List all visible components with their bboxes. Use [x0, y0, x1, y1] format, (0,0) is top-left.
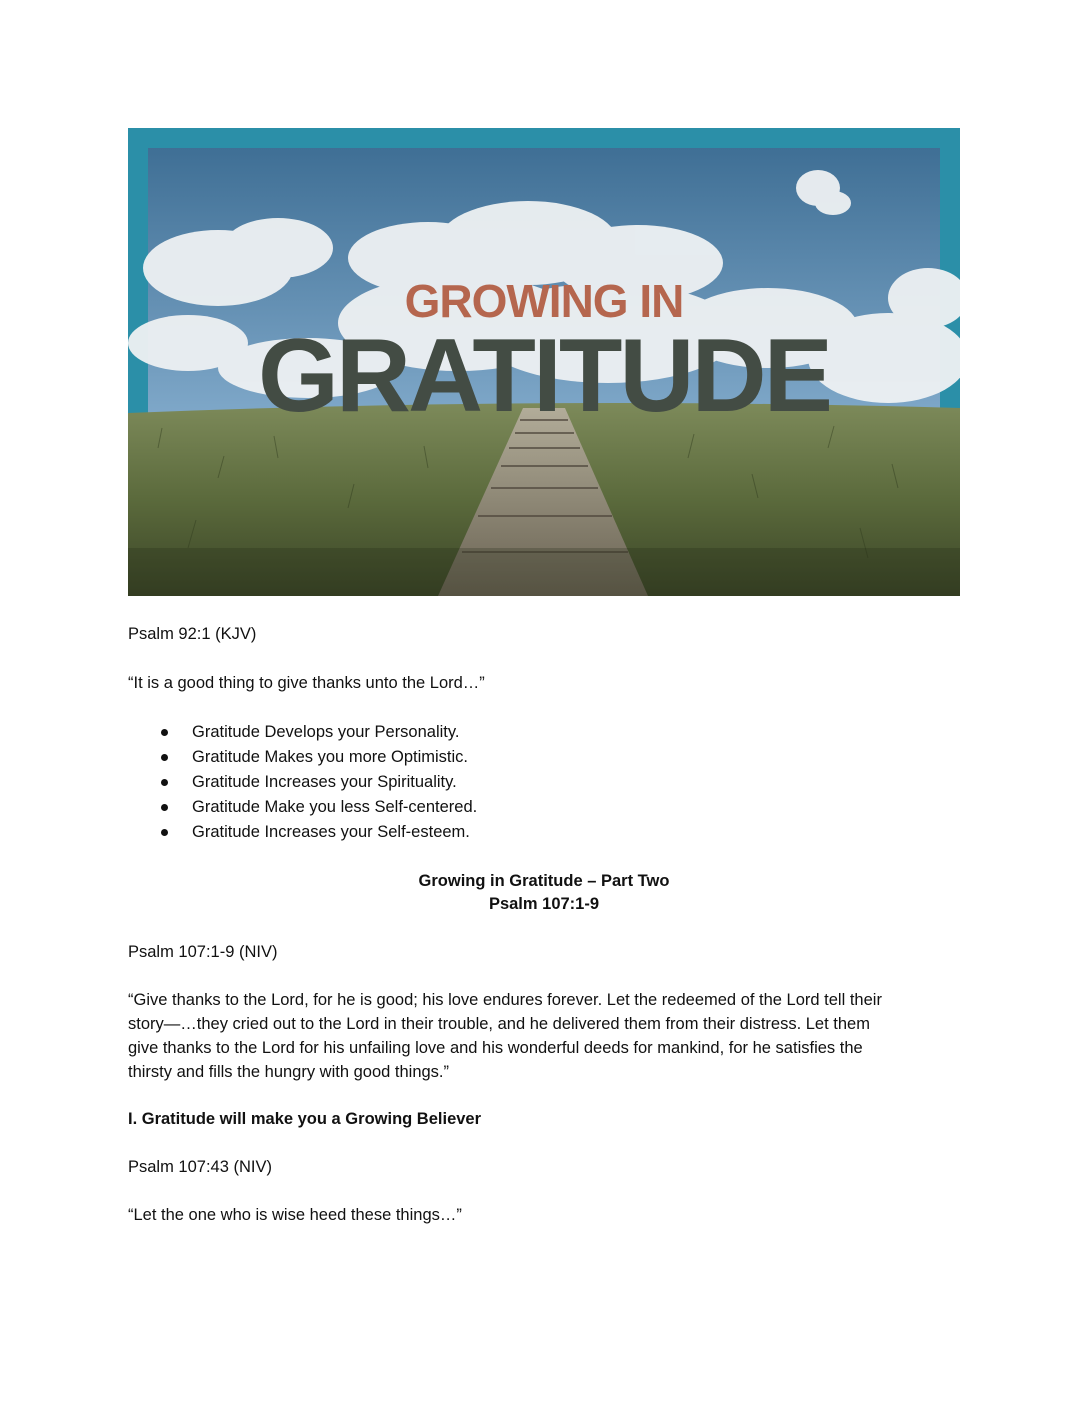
list-item: [128, 745, 960, 770]
main-reference: Psalm 107:1-9 (NIV): [128, 943, 278, 961]
quote-line: give thanks to the Lord for his unfailing love and his wonderful deeds for mankind, for he satisfies the: [128, 1039, 863, 1057]
banner-image: [128, 128, 960, 596]
banner-title-line2: GRATITUDE: [258, 318, 830, 434]
bullet-icon: [161, 754, 168, 761]
list-item: [128, 795, 960, 820]
list-item-text: Gratitude Develops your Personality.: [192, 723, 460, 741]
quote-line: story—…they cried out to the Lord in their trouble, and he delivered them from their distress. Let them: [128, 1015, 870, 1033]
list-item: [128, 820, 960, 845]
list-item-text: Gratitude Make you less Self-centered.: [192, 798, 478, 816]
sermon-subtitle: Psalm 107:1-9: [488, 895, 600, 913]
bullet-icon: [161, 804, 168, 811]
quote-line: thirsty and fills the hungry with good things.”: [128, 1063, 450, 1081]
point-one-quote: “Let the one who is wise heed these things…”: [128, 1206, 462, 1224]
point-one-heading: I. Gratitude will make you a Growing Believer: [128, 1110, 482, 1128]
gratitude-benefits-list: [128, 720, 960, 845]
list-item-text: Gratitude Increases your Self-esteem.: [192, 823, 470, 841]
banner-title-line1: GROWING IN: [404, 275, 684, 327]
quote-line: “Give thanks to the Lord, for he is good; his love endures forever. Let the redeemed of the Lord tell their: [128, 991, 882, 1009]
point-one-reference: Psalm 107:43 (NIV): [128, 1158, 272, 1176]
bullet-icon: [161, 829, 168, 836]
main-quote: [128, 988, 960, 1084]
intro-reference: Psalm 92:1 (KJV): [128, 625, 257, 643]
list-item: [128, 770, 960, 795]
list-item-text: Gratitude Makes you more Optimistic.: [192, 748, 469, 766]
list-item: [128, 720, 960, 745]
bullet-icon: [161, 779, 168, 786]
bullet-icon: [161, 729, 168, 736]
intro-quote: “It is a good thing to give thanks unto the Lord…”: [128, 674, 485, 692]
sermon-title: Growing in Gratitude – Part Two: [418, 872, 670, 890]
list-item-text: Gratitude Increases your Spirituality.: [192, 773, 457, 791]
